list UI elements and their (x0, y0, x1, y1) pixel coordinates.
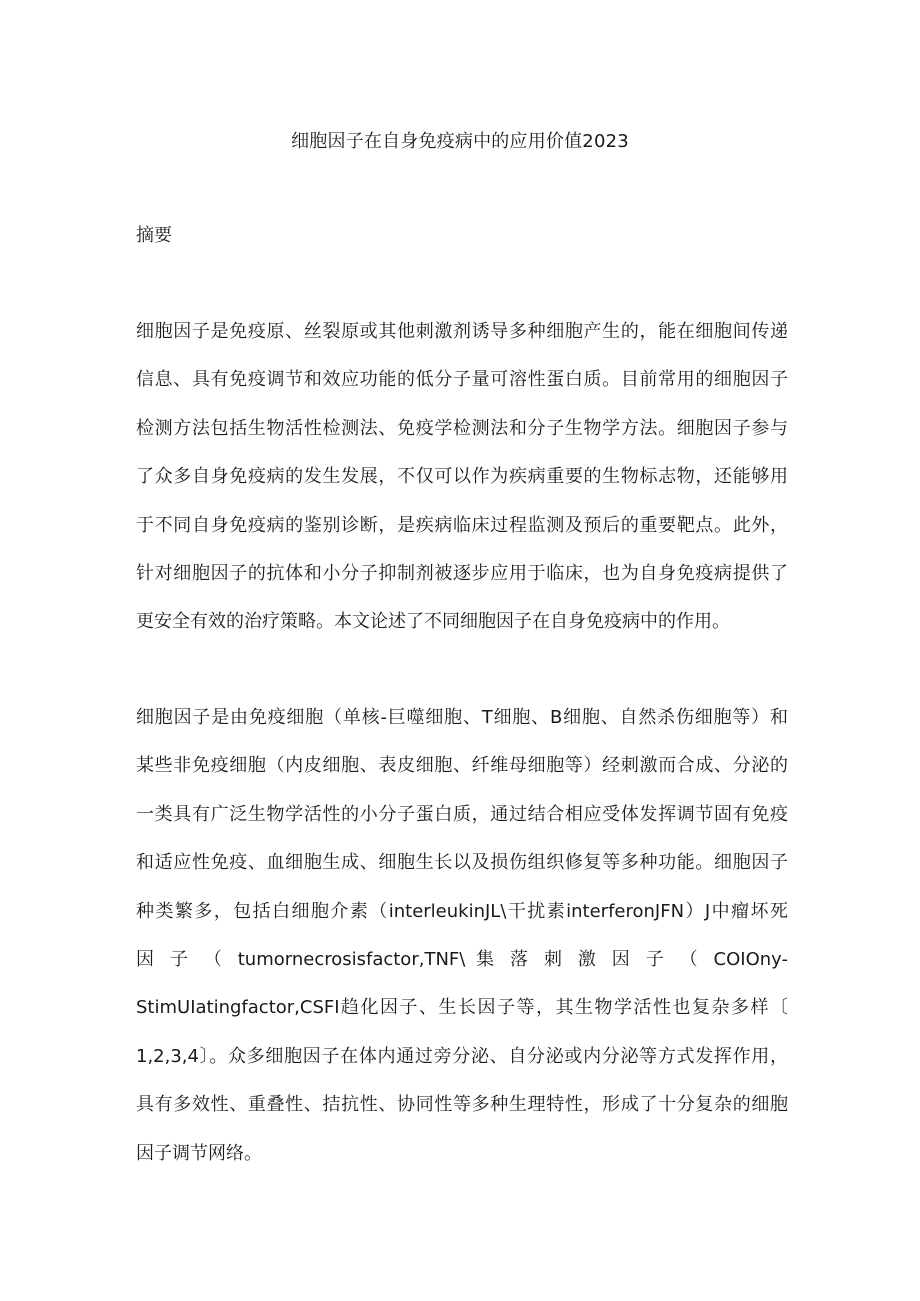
paragraph-line: 因 子 （ tumornecrosisfactor,TNF\ 集 落 刺 激 因 子 （ COIOny- (136, 948, 788, 970)
paragraph-line: 和适应性免疫、血细胞生成、细胞生长以及损伤组织修复等多种功能。细胞因子 (136, 852, 788, 874)
intro-paragraph (136, 704, 788, 1188)
paragraph-line: 种类繁多，包括白细胞介素（interleukinJL\干扰素interferonJFN）J中瘤坏死 (136, 900, 788, 922)
abstract-paragraph (136, 318, 788, 657)
paragraph-line: 了众多自身免疫病的发生发展，不仅可以作为疾病重要的生物标志物，还能够用 (136, 466, 788, 488)
document-title: 细胞因子在自身免疫病中的应用价值2023 (291, 131, 629, 152)
paragraph-line: StimUIatingfactor,CSFI趋化因子、生长因子等，其生物学活性也复杂多样〔 (136, 997, 788, 1019)
paragraph-line: 信息、具有免疫调节和效应功能的低分子量可溶性蛋白质。目前常用的细胞因子 (136, 369, 788, 391)
paragraph-line: 细胞因子是由免疫细胞（单核-巨噬细胞、T细胞、B细胞、自然杀伤细胞等）和 (136, 707, 788, 728)
paragraph-line: 1,2,3,4〕。众多细胞因子在体内通过旁分泌、自分泌或内分泌等方式发挥作用， (136, 1045, 788, 1067)
paragraph-line: 更安全有效的治疗策略。本文论述了不同细胞因子在自身免疫病中的作用。 (136, 611, 730, 633)
paragraph-line: 针对细胞因子的抗体和小分子抑制剂被逐步应用于临床，也为自身免疫病提供了 (136, 562, 788, 584)
paragraph-line: 具有多效性、重叠性、拮抗性、协同性等多种生理特性，形成了十分复杂的细胞 (136, 1094, 788, 1116)
abstract-heading: 摘要 (136, 225, 172, 246)
paragraph-line: 一类具有广泛生物学活性的小分子蛋白质，通过结合相应受体发挥调节固有免疫 (136, 803, 788, 825)
paragraph-line: 细胞因子是免疫原、丝裂原或其他刺激剂诱导多种细胞产生的，能在细胞间传递 (136, 321, 788, 342)
paragraph-line: 因子调节网络。 (136, 1142, 262, 1164)
paragraph-line: 检测方法包括生物活性检测法、免疫学检测法和分子生物学方法。细胞因子参与 (136, 417, 788, 439)
paragraph-line: 于不同自身免疫病的鉴别诊断，是疾病临床过程监测及预后的重要靶点。此外， (136, 514, 788, 536)
paragraph-line: 某些非免疫细胞（内皮细胞、表皮细胞、纤维母细胞等）经刺激而合成、分泌的 (136, 755, 788, 777)
